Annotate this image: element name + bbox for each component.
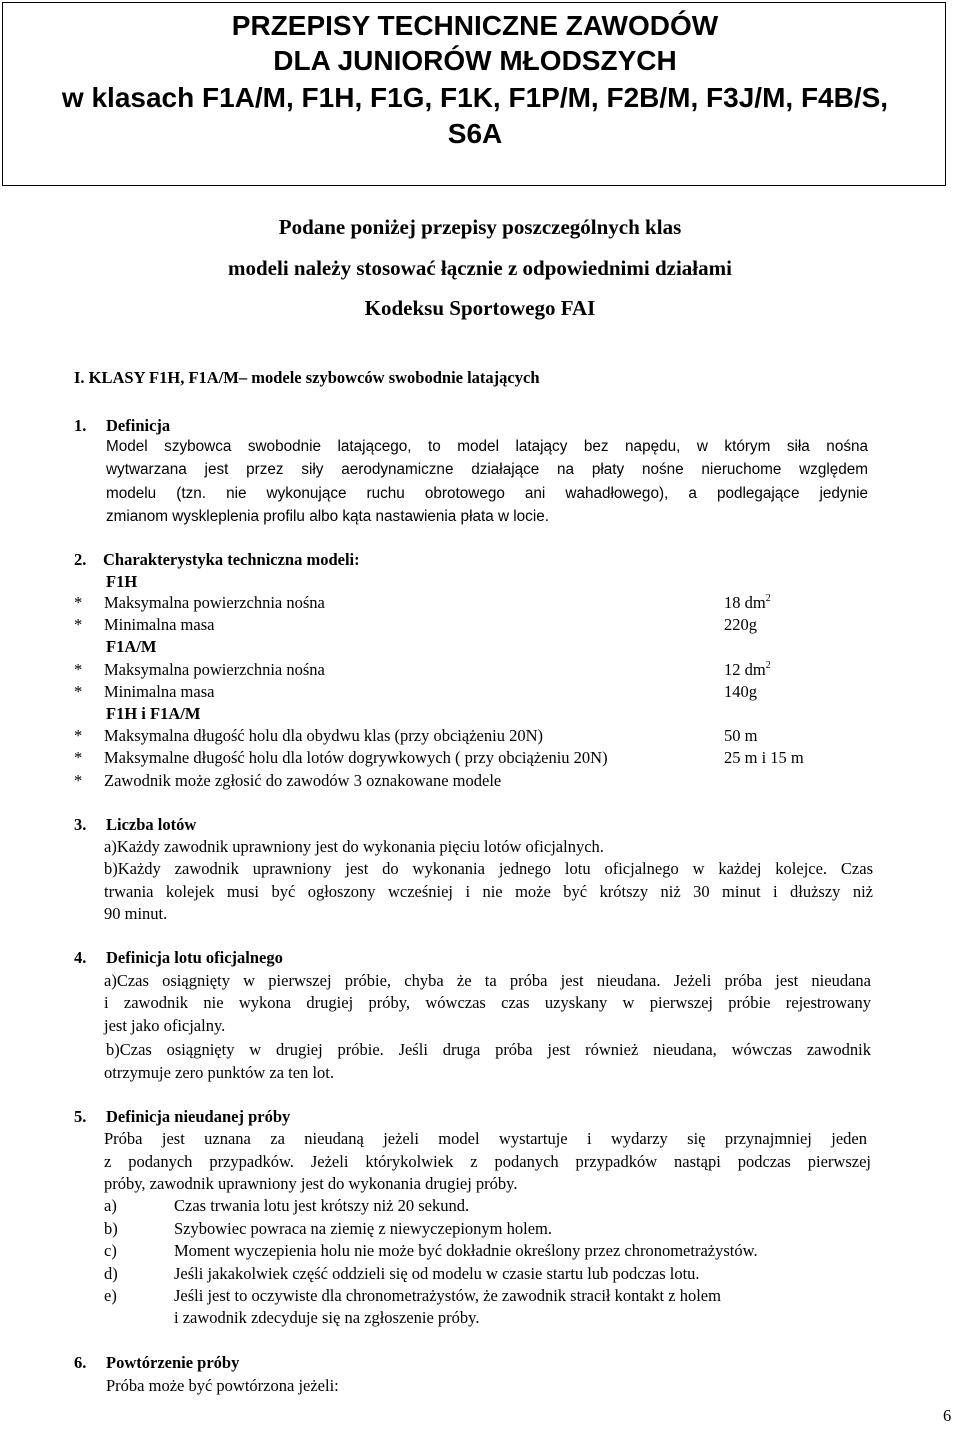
- s5-item-d-marker: d): [104, 1264, 118, 1283]
- s2-row-2-value: 220g: [724, 615, 757, 634]
- s2-row-4-value: 140g: [724, 682, 757, 701]
- bullet: *: [74, 748, 83, 767]
- s6-title: Powtórzenie próby: [106, 1353, 240, 1372]
- s6-number: 6.: [74, 1353, 87, 1372]
- bullet: *: [74, 726, 83, 745]
- s2-row-2-label: Minimalna masa: [104, 615, 215, 634]
- intro-line-1: Podane poniżej przepisy poszczególnych klas: [278, 215, 682, 239]
- s1-line-2: wytwarzana jest przez siły aerodynamiczne działające na płaty nośne nieruchome względem: [106, 461, 868, 478]
- s5-item-a-marker: a): [104, 1196, 117, 1215]
- s5-number: 5.: [74, 1107, 87, 1126]
- s3-line-4: 90 minut.: [104, 904, 168, 923]
- s2-title: Charakterystyka techniczna modeli:: [103, 550, 360, 569]
- s5-item-e-marker: e): [104, 1286, 117, 1305]
- s4-line-4: b)Czas osiągnięty w drugiej próbie. Jeśli druga próba jest również nieudana, wówczas zawodnik: [106, 1040, 871, 1059]
- s5-item-c-text: Moment wyczepienia holu nie może być dokładnie określony przez chronometrażystów.: [174, 1241, 758, 1260]
- bullet: *: [74, 660, 83, 679]
- bullet: *: [74, 682, 83, 701]
- s2-sub-f1h: F1H: [106, 572, 138, 591]
- s5-line-2: z podanych przypadków. Jeżeli którykolwiek z podanych przypadków nastąpi podczas pierwszej: [104, 1152, 871, 1171]
- s1-number: 1.: [74, 416, 87, 435]
- s2-row-6-value: 25 m i 15 m: [724, 748, 804, 767]
- intro-line-2: modeli należy stosować łącznie z odpowiednimi działami: [228, 256, 732, 280]
- s5-item-b-marker: b): [104, 1219, 118, 1238]
- bullet: *: [74, 593, 83, 612]
- s4-title: Definicja lotu oficjalnego: [106, 948, 283, 967]
- title-line-3: w klasach F1A/M, F1H, F1G, F1K, F1P/M, F2B/M, F3J/M, F4B/S,: [61, 82, 889, 113]
- s3-line-2: b)Każdy zawodnik uprawniony jest do wykonania jednego lotu oficjalnego w każdej kolejce. Czas: [104, 859, 873, 878]
- s2-sub-both: F1H i F1A/M: [106, 704, 201, 723]
- bullet: *: [74, 771, 83, 790]
- title-line-2: DLA JUNIORÓW MŁODSZYCH: [273, 45, 677, 76]
- s5-title: Definicja nieudanej próby: [106, 1107, 291, 1126]
- s5-item-e-text-2: i zawodnik zdecyduje się na zgłoszenie próby.: [174, 1308, 480, 1327]
- s4-number: 4.: [74, 948, 87, 967]
- s6-line-1: Próba może być powtórzona jeżeli:: [106, 1376, 339, 1395]
- s4-line-3: jest jako oficjalny.: [104, 1016, 226, 1035]
- s5-line-3: próby, zawodnik uprawniony jest do wykonania drugiej próby.: [104, 1174, 518, 1193]
- s2-row-6-label: Maksymalne długość holu dla lotów dogrywkowych ( przy obciążeniu 20N): [104, 748, 608, 767]
- bullet: *: [74, 615, 83, 634]
- s1-line-1: Model szybowca swobodnie latającego, to model latający bez napędu, w którym siła nośna: [106, 438, 868, 455]
- s2-row-1-value: 18 $dm^2$: [724, 593, 771, 612]
- s3-line-3: trwania kolejek musi być ogłoszony wcześniej i nie może być krótszy niż 30 minut i dłuższy niż: [104, 882, 873, 901]
- s5-item-b-text: Szybowiec powraca na ziemię z niewyczepionym holem.: [174, 1219, 552, 1238]
- intro-line-3: Kodeksu Sportowego FAI: [364, 296, 596, 320]
- section-heading: I. KLASY F1H, F1A/M– modele szybowców swobodnie latających: [74, 368, 540, 387]
- s5-item-a-text: Czas trwania lotu jest krótszy niż 20 sekund.: [174, 1196, 470, 1215]
- s1-title: Definicja: [106, 416, 171, 435]
- s2-row-1-label: Maksymalna powierzchnia nośna: [104, 593, 325, 612]
- s5-item-e-text-1: Jeśli jest to oczywiste dla chronometrażystów, że zawodnik stracił kontakt z holem: [174, 1286, 721, 1305]
- title-line-4: S6A: [447, 118, 503, 149]
- s3-title: Liczba lotów: [106, 815, 197, 834]
- title-line-1: PRZEPISY TECHNICZNE ZAWODÓW: [231, 10, 719, 41]
- s2-row-3-value: 12 $dm^2$: [724, 660, 771, 679]
- s4-line-2: i zawodnik nie wykona drugiej próby, wówczas czas uzyskany w pierwszej próbie rejestrowany: [104, 993, 871, 1012]
- s2-row-5-value: 50 m: [724, 726, 758, 745]
- s1-line-4: zmianom wyskleplenia profilu albo kąta nastawienia płata w locie.: [106, 508, 549, 525]
- s5-item-d-text: Jeśli jakakolwiek część oddzieli się od modelu w czasie startu lub podczas lotu.: [174, 1264, 700, 1283]
- s2-sub-f1am: F1A/M: [106, 637, 157, 656]
- s5-item-c-marker: c): [104, 1241, 117, 1260]
- page-number: 6: [943, 1406, 952, 1425]
- s3-number: 3.: [74, 815, 87, 834]
- s2-number: 2.: [74, 550, 87, 569]
- s2-row-5-label: Maksymalna długość holu dla obydwu klas (przy obciążeniu 20N): [104, 726, 543, 745]
- s4-line-1: a)Czas osiągnięty w pierwszej próbie, chyba że ta próba jest nieudana. Jeżeli próba jest nieudana: [104, 971, 871, 990]
- s2-row-7-label: Zawodnik może zgłosić do zawodów 3 oznakowane modele: [104, 771, 502, 790]
- s5-line-1: Próba jest uznana za nieudaną jeżeli model wystartuje i wydarzy się przynajmniej jeden: [104, 1129, 867, 1148]
- s1-line-3: modelu (tzn. nie wykonujące ruchu obrotowego ani wahadłowego), a podlegające jedynie: [106, 485, 868, 502]
- s2-row-4-label: Minimalna masa: [104, 682, 215, 701]
- title-box: [2, 2, 946, 186]
- s4-line-5: otrzymuje zero punktów za ten lot.: [104, 1063, 335, 1082]
- s3-line-1: a)Każdy zawodnik uprawniony jest do wykonania pięciu lotów oficjalnych.: [104, 837, 604, 856]
- s2-row-3-label: Maksymalna powierzchnia nośna: [104, 660, 325, 679]
